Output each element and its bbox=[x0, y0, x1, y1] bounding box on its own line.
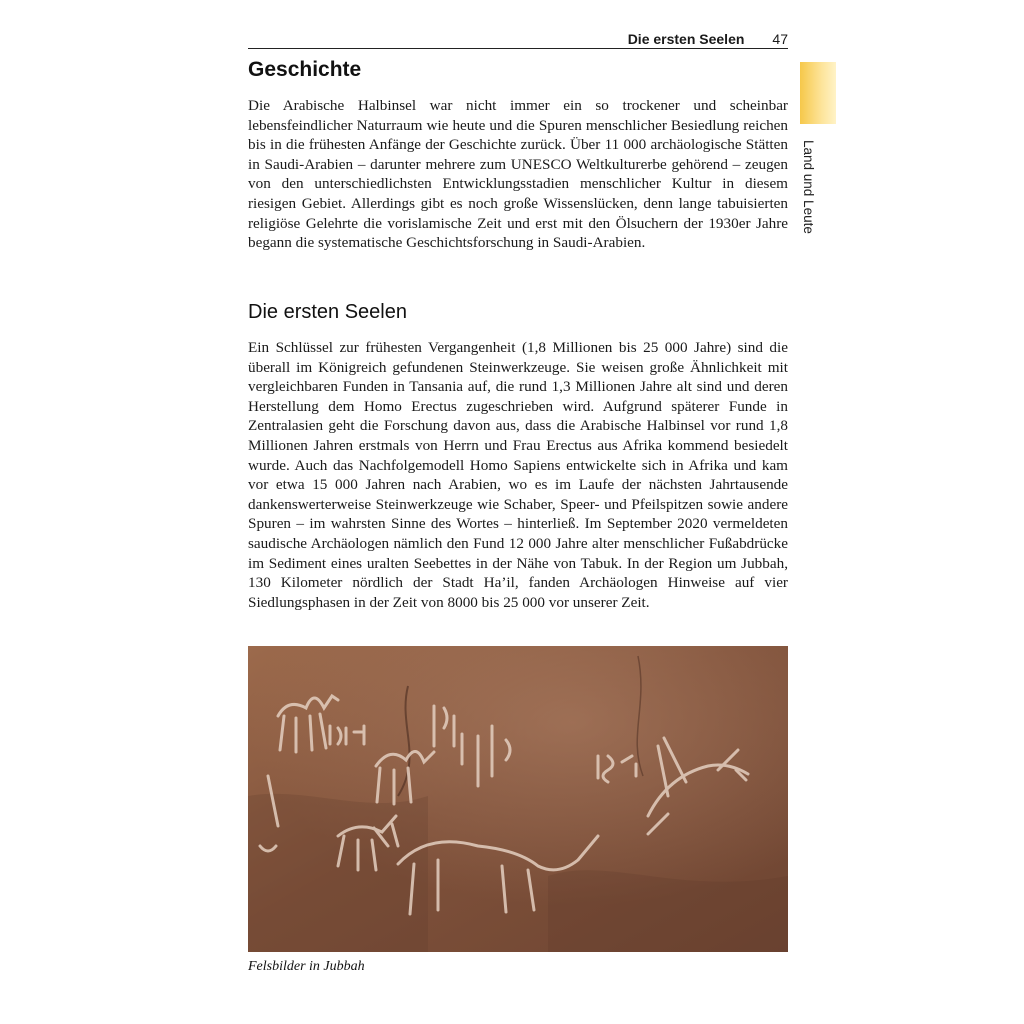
chapter-color-tab bbox=[800, 62, 836, 124]
figure-caption: Felsbilder in Jubbah bbox=[248, 959, 365, 974]
rock-art-photo bbox=[248, 646, 788, 952]
rock-art-image bbox=[248, 646, 788, 952]
body-paragraph-2: Ein Schlüssel zur frühesten Vergangenheit (1,8 Millionen bis 25 000 Jahre) sind die überall im Königreich gefundenen Steinwerkzeuge. Sie weisen große Ähnlichkeit mit vergleichbaren Funden in Tansania auf, die rund 1,3 Millionen Jahre alt sind und deren Herstellung dem Homo Erectus zugeschrieben wird. Aufgrund späterer Funde in Zentralasien geht die Forschung davon aus, dass die Arabische Halbinsel vor rund 1,8 Millionen Jahren erstmals von Herrn und Frau Erectus aus Afrika kommend besiedelt wurde. Auch das Nachfolgemodell Homo Sapiens entwickelte sich in Afrika und kam vor etwa 15 000 Jahren nach Arabien, wo es im Laufe der nächsten Jahrtausende dankenswerterweise Steinwerkzeuge wie Schaber, Speer- und Pfeilspitzen sowie andere Spuren – im wahrsten Sinne des Wortes – hinterließ. Im September 2020 vermeldeten saudische Archäologen nämlich den Fund 12 000 Jahre alter menschlicher Fußabdrücke im Sediment eines uralten Seebettes in der Nähe von Tabuk. In der Region um Jubbah, 130 Kilometer nördlich der Stadt Ha’il, fanden Archäologen Hinweise auf vier Siedlungsphasen in der Zeit von 8000 bis 25 000 vor unserer Zeit. bbox=[248, 339, 788, 611]
chapter-side-label: Land und Leute bbox=[801, 140, 816, 234]
page-number: 47 bbox=[772, 31, 788, 47]
body-paragraph-1: Die Arabische Halbinsel war nicht immer ein so trockener und scheinbar lebensfeindlicher Naturraum wie heute und die Spuren menschlicher Besiedlung reichen bis in die frühesten Anfänge der Geschichte zurück. Über 11 000 archäologische Stätten in Saudi-Arabien – darunter mehrere zum UNESCO Weltkulturerbe gehörend – zeugen von den unterschiedlichsten Entwicklungsstadien menschlicher Kultur in diesem riesigen Gebiet. Allerdings gibt es noch große Wissenslücken, denn lange tabuisierten religiöse Gelehrte die vorislamische Zeit und erst mit den Ölsuchern der 1930er Jahre begann die systematische Geschichtsforschung in Saudi-Arabien. bbox=[248, 97, 788, 252]
running-head-section: Die ersten Seelen bbox=[627, 31, 745, 47]
running-head bbox=[248, 30, 788, 49]
section-heading: Geschichte bbox=[248, 58, 362, 81]
subsection-heading: Die ersten Seelen bbox=[248, 301, 407, 323]
